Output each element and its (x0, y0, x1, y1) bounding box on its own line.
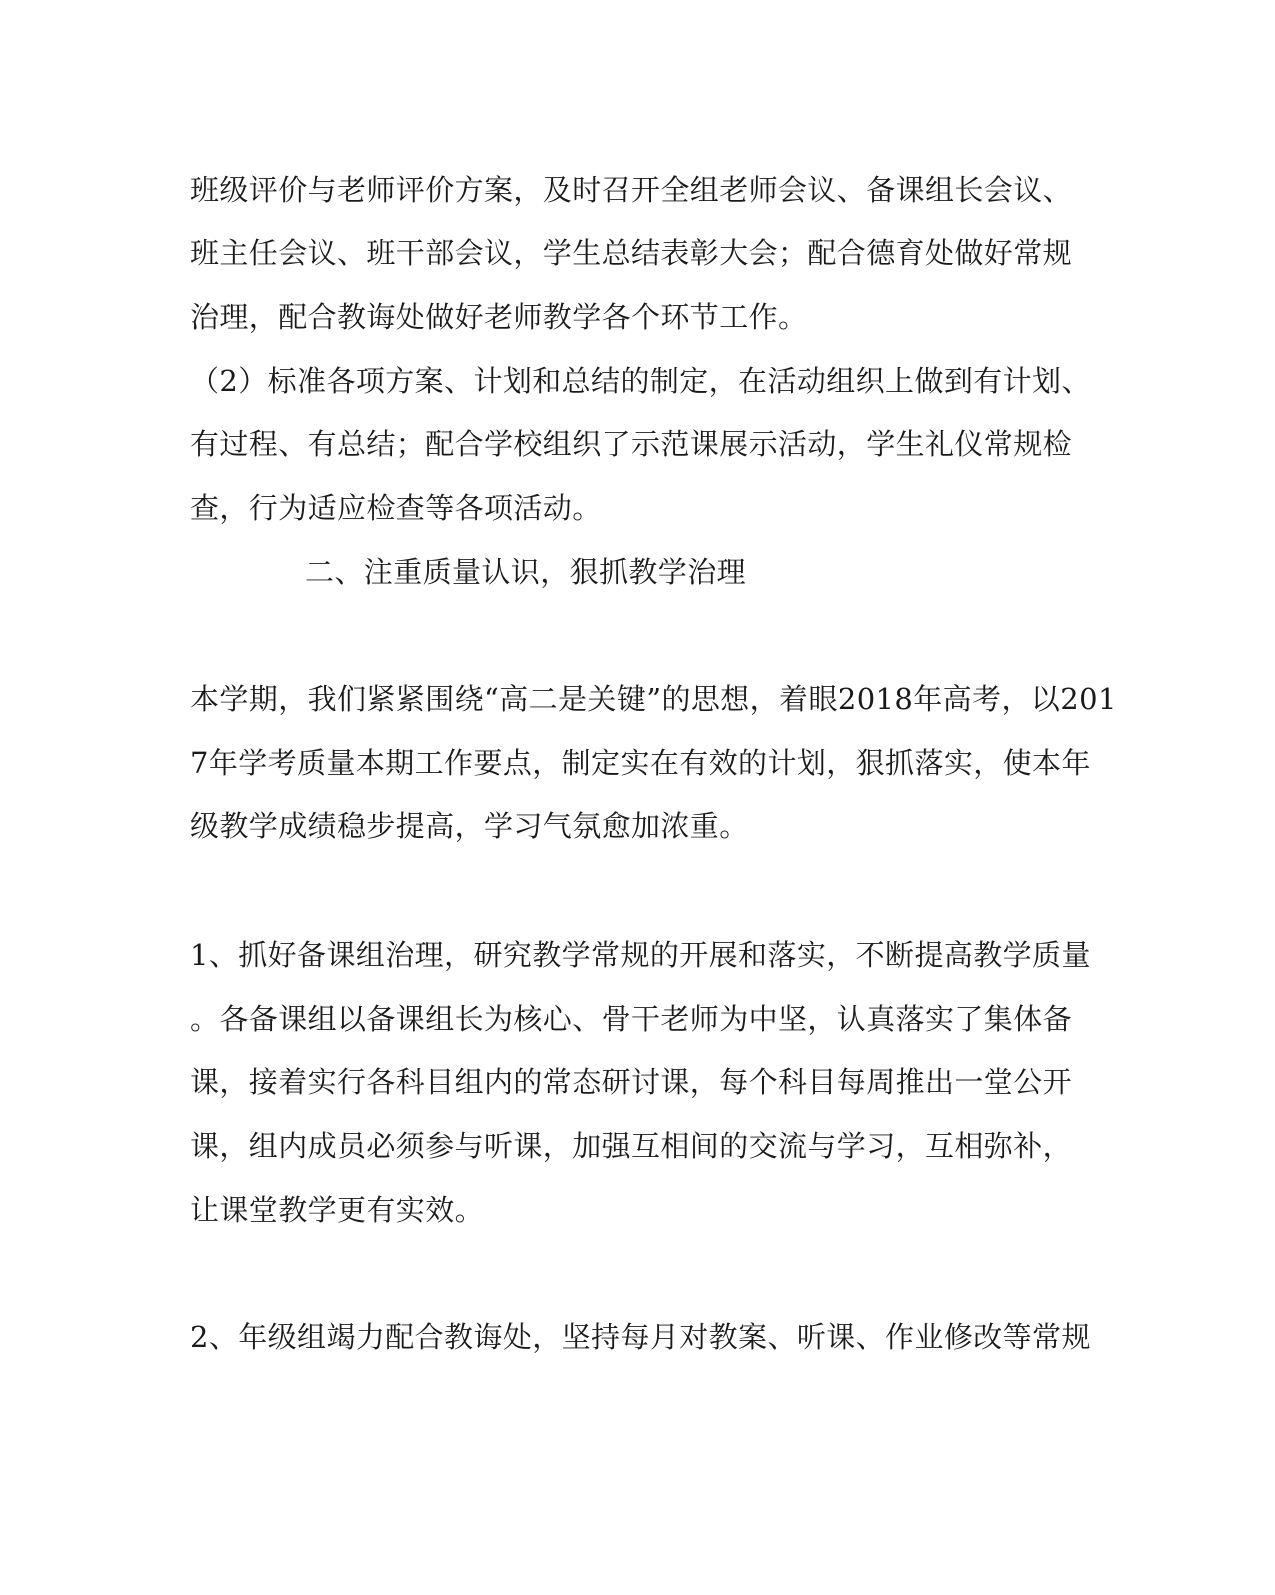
paragraph-line: （2）标准各项方案、计划和总结的制定，在活动组织上做到有计划、 (190, 364, 1091, 398)
paragraph-line: 。各备课组以备课组长为核心、骨干老师为中坚，认真落实了集体备 (190, 1002, 1073, 1036)
paragraph-line: 有过程、有总结；配合学校组织了示范课展示活动，学生礼仪常规检 (190, 427, 1073, 461)
paragraph-line: 2、年级组竭力配合教诲处，坚持每月对教案、听课、作业修改等常规 (190, 1320, 1091, 1354)
paragraph-line: 班主任会议、班干部会议，学生总结表彰大会；配合德育处做好常规 (190, 236, 1073, 270)
section-heading: 二、注重质量认识，狠抓教学治理 (305, 555, 747, 589)
paragraph-line: 本学期，我们紧紧围绕“高二是关键”的思想，着眼2018年高考，以201 (190, 682, 1117, 716)
paragraph-line: 课，接着实行各科目组内的常态研讨课，每个科目每周推出一堂公开 (190, 1065, 1073, 1099)
paragraph-line: 让课堂教学更有实效。 (190, 1193, 485, 1227)
paragraph-line: 1、抓好备课组治理，研究教学常规的开展和落实，不断提高教学质量 (190, 938, 1091, 972)
paragraph-line: 7年学考质量本期工作要点，制定实在有效的计划，狠抓落实，使本年 (190, 746, 1091, 780)
paragraph-line: 班级评价与老师评价方案，及时召开全组老师会议、备课组长会议、 (190, 173, 1073, 207)
paragraph-line: 查，行为适应检查等各项活动。 (190, 491, 602, 525)
paragraph-line: 治理，配合教诲处做好老师教学各个环节工作。 (190, 300, 808, 334)
paragraph-line: 课，组内成员必须参与听课，加强互相间的交流与学习，互相弥补， (190, 1129, 1073, 1163)
paragraph-line: 级教学成绩稳步提高，学习气氛愈加浓重。 (190, 809, 749, 843)
